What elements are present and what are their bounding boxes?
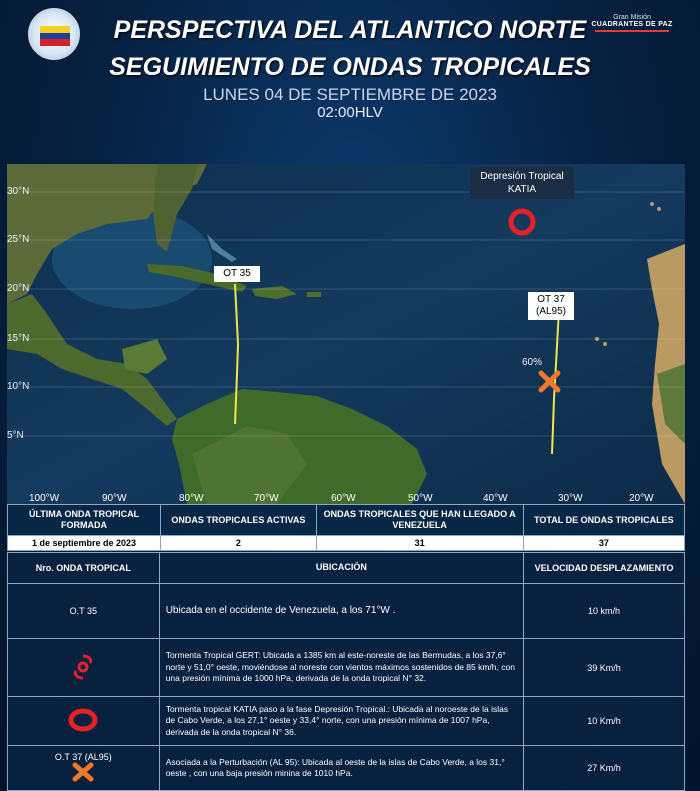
depression-cell xyxy=(8,697,160,746)
waves-reached-venezuela-count: 31 xyxy=(316,536,523,551)
summary-header: ONDAS TROPICALES ACTIVAS xyxy=(161,505,317,536)
summary-header: TOTAL DE ONDAS TROPICALES xyxy=(523,505,684,536)
summary-table xyxy=(7,504,685,551)
lat-label: 20°N xyxy=(7,283,30,294)
wave-location: Tormenta Tropical GERT: Ubicada a 1385 km al este-noreste de las Bermudas, a los 37,6° norte y 51,0° oeste, moviéndose al noreste con vientos máximos sostenidos de 85 km/h, con una presión mínima de 1000 hPa, derivada de la onda tropical N° 32. xyxy=(159,639,523,697)
tropical-depression-icon xyxy=(67,707,99,733)
summary-header-row xyxy=(8,505,685,536)
cuadrantes-de-paz-logo: Gran Misión CUADRANTES DE PAZ xyxy=(590,14,674,48)
wave-speed: 27 Km/h xyxy=(524,746,685,791)
lon-label: 80°W xyxy=(179,493,204,504)
lon-label: 50°W xyxy=(408,493,433,504)
summary-header: ÚLTIMA ONDA TROPICAL FORMADA xyxy=(8,505,161,536)
detail-header: UBICACIÓN xyxy=(159,553,523,584)
detail-header-row xyxy=(8,553,685,584)
active-waves-count: 2 xyxy=(161,536,317,551)
wave-location: Asociada a la Perturbación (AL 95): Ubicada al oeste de la islas de Cabo Verde, a los 31,° oeste , con una baja presión minina de 1010 hPa. xyxy=(159,746,523,791)
summary-value-row xyxy=(8,536,685,551)
map-graphic xyxy=(7,164,685,504)
wave-speed: 39 Km/h xyxy=(524,639,685,697)
wave-location: Tormenta tropical KATIA paso a la fase Depresión Tropical.: Ubicada al noroeste de la islas de Cabo Verde, a los 27,1° oeste y 33,4° norte, con una presión mínima de 1007 hPa, derivada de la onda tropical N° 36. xyxy=(159,697,523,746)
lat-label: 5°N xyxy=(7,430,24,441)
lon-label: 30°W xyxy=(558,493,583,504)
table-row xyxy=(8,746,685,791)
table-row xyxy=(8,697,685,746)
wave-detail-table xyxy=(7,552,685,791)
katia-label: Depresión Tropical KATIA xyxy=(470,167,574,199)
lon-label: 60°W xyxy=(331,493,356,504)
wave-id: O.T 35 xyxy=(8,584,160,639)
lon-label: 100°W xyxy=(29,493,60,504)
satellite-map xyxy=(7,164,685,504)
probability-label: 60% xyxy=(522,357,543,368)
table-row xyxy=(8,639,685,697)
lon-label: 40°W xyxy=(483,493,508,504)
wave-id: O.T 37 (AL95) xyxy=(54,752,112,762)
detail-header: Nro. ONDA TROPICAL xyxy=(8,553,160,584)
lat-label: 10°N xyxy=(7,381,30,392)
disturbance-cell xyxy=(8,746,160,791)
lat-label: 30°N xyxy=(7,186,30,197)
lat-label: 15°N xyxy=(7,333,30,344)
tropical-storm-icon xyxy=(70,654,96,680)
last-wave-date: 1 de septiembre de 2023 xyxy=(8,536,161,551)
storm-cell xyxy=(8,639,160,697)
lat-label: 25°N xyxy=(7,234,30,245)
ot35-label: OT 35 xyxy=(214,266,260,282)
table-row xyxy=(8,584,685,639)
summary-header: ONDAS TROPICALES QUE HAN LLEGADO A VENEZUELA xyxy=(316,505,523,536)
report-date: LUNES 04 DE SEPTIEMBRE DE 2023 xyxy=(203,85,497,104)
ot37-label: OT 37 (AL95) xyxy=(528,292,574,320)
lon-label: 70°W xyxy=(254,493,279,504)
detail-header: VELOCIDAD DESPLAZAMIENTO xyxy=(524,553,685,584)
lon-label: 90°W xyxy=(102,493,127,504)
report-time: 02:00HLV xyxy=(317,104,383,121)
disturbance-x-icon xyxy=(71,762,95,782)
total-waves-count: 37 xyxy=(523,536,684,551)
page-title-line1: PERSPECTIVA DEL ATLANTICO NORTE xyxy=(113,16,587,44)
lon-label: 20°W xyxy=(629,493,654,504)
wave-speed: 10 Km/h xyxy=(524,697,685,746)
wave-location: Ubicada en el occidente de Venezuela, a los 71°W . xyxy=(159,584,523,639)
page-title-line2: SEGUIMIENTO DE ONDAS TROPICALES xyxy=(109,53,591,81)
wave-speed: 10 km/h xyxy=(524,584,685,639)
